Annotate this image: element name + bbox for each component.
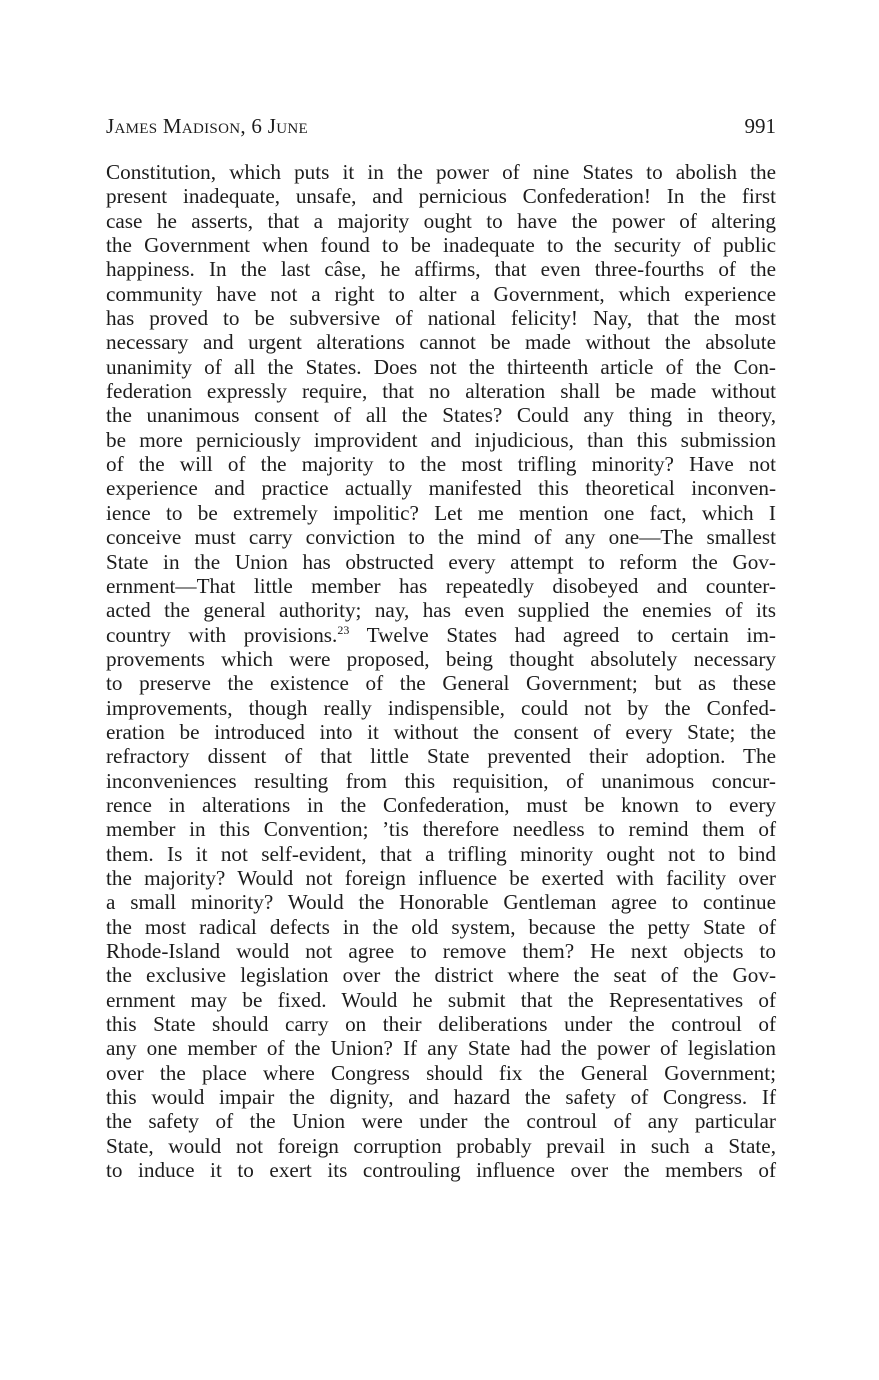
page-number: 991 bbox=[744, 114, 776, 138]
page bbox=[106, 108, 776, 1182]
text-line: improvements, though really indispensible, could not by the Confed- bbox=[106, 695, 776, 720]
text-line: State in the Union has obstructed every attempt to reform the Gov- bbox=[106, 549, 776, 574]
text-line: the Government when found to be inadequate to the security of public bbox=[106, 233, 776, 258]
text-line: experience and practice actually manifested this theoretical inconven- bbox=[106, 476, 776, 501]
text-line: refractory dissent of that little State prevented their adoption. The bbox=[106, 744, 776, 769]
text-line: the most radical defects in the old system, because the petty State of bbox=[106, 914, 776, 939]
running-head bbox=[106, 108, 776, 144]
text-line: inconveniences resulting from this requisition, of unanimous concur- bbox=[106, 768, 776, 793]
text-line: the exclusive legislation over the district where the seat of the Gov- bbox=[106, 963, 776, 988]
text-line: federation expressly require, that no alteration shall be made without bbox=[106, 379, 776, 404]
text-line: case he asserts, that a majority ought to have the power of altering bbox=[106, 208, 776, 233]
text-line: over the place where Congress should fix the General Government; bbox=[106, 1060, 776, 1085]
text-line: rence in alterations in the Confederation, must be known to every bbox=[106, 792, 776, 817]
text-line: any one member of the Union? If any State had the power of legislation bbox=[106, 1036, 776, 1061]
text-line: to induce it to exert its controuling influence over the members of bbox=[106, 1158, 776, 1183]
text-line: eration be introduced into it without the consent of every State; the bbox=[106, 719, 776, 744]
text-line: Rhode-Island would not agree to remove them? He next objects to bbox=[106, 939, 776, 963]
text-line: conceive must carry conviction to the mind of any one—The smallest bbox=[106, 525, 776, 550]
text-line: ernment—That little member has repeatedly disobeyed and counter- bbox=[106, 573, 776, 598]
text-line: this would impair the dignity, and hazard the safety of Congress. If bbox=[106, 1085, 776, 1110]
text-line: to preserve the existence of the General Government; but as these bbox=[106, 671, 776, 696]
line-start: country with provisions. bbox=[106, 622, 338, 647]
running-title: James Madison, 6 June bbox=[106, 114, 308, 138]
text-line: community have not a right to alter a Government, which experience bbox=[106, 281, 776, 306]
text-line: ernment may be fixed. Would he submit that the Representatives of bbox=[106, 987, 776, 1012]
text-line: them. Is it not self-evident, that a trifling minority ought not to bind bbox=[106, 841, 776, 866]
line-end: Twelve States had agreed to certain im- bbox=[349, 622, 776, 647]
text-line: acted the general authority; nay, has even supplied the enemies of its bbox=[106, 598, 776, 623]
text-line: this State should carry on their deliberations under the controul of bbox=[106, 1012, 776, 1037]
text-line: provements which were proposed, being thought absolutely necessary bbox=[106, 646, 776, 671]
text-line: of the will of the majority to the most trifling minority? Have not bbox=[106, 452, 776, 477]
text-line: the safety of the Union were under the controul of any particular bbox=[106, 1109, 776, 1134]
text-line-with-footnote bbox=[106, 623, 776, 647]
text-line: member in this Convention; ’tis therefore needless to remind them of bbox=[106, 817, 776, 842]
text-line: be more perniciously improvident and injudicious, than this submission bbox=[106, 427, 776, 452]
text-line: unanimity of all the States. Does not the thirteenth article of the Con- bbox=[106, 354, 776, 379]
footnote-reference[interactable]: 23 bbox=[337, 622, 350, 637]
text-line: the majority? Would not foreign influence be exerted with facility over bbox=[106, 865, 776, 890]
text-line: ience to be extremely impolitic? Let me mention one fact, which I bbox=[106, 500, 776, 525]
text-line: State, would not foreign corruption probably prevail in such a State, bbox=[106, 1133, 776, 1158]
text-line: necessary and urgent alterations cannot be made without the absolute bbox=[106, 330, 776, 355]
text-line: the unanimous consent of all the States? Could any thing in theory, bbox=[106, 403, 776, 428]
text-line: happiness. In the last câse, he affirms, that even three-fourths of the bbox=[106, 257, 776, 282]
text-line: Constitution, which puts it in the power of nine States to abolish the bbox=[106, 160, 776, 184]
text-line: has proved to be subversive of national felicity! Nay, that the most bbox=[106, 306, 776, 331]
body-text bbox=[106, 160, 776, 1182]
text-line: present inadequate, unsafe, and pernicious Confederation! In the first bbox=[106, 184, 776, 209]
text-line: a small minority? Would the Honorable Gentleman agree to continue bbox=[106, 890, 776, 915]
